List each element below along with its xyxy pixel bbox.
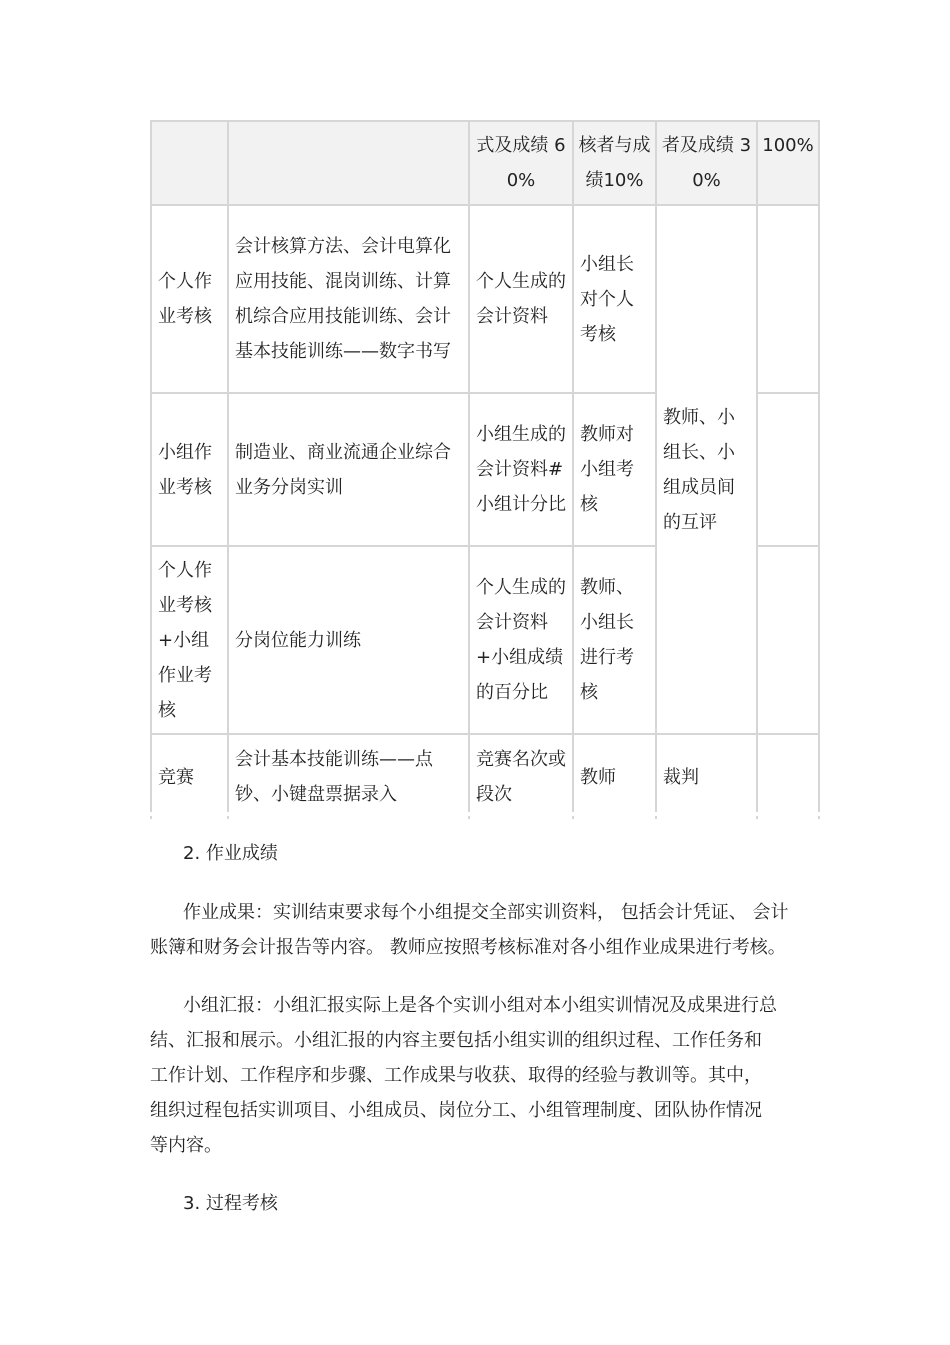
table-row <box>151 734 819 819</box>
content-cell: 会计核算方法、会计电算化应用技能、混岗训练、计算机综合应用技能训练、会计基本技能训练——数字书写 <box>228 205 469 393</box>
total-cell <box>757 205 819 393</box>
content-cell: 制造业、商业流通企业综合业务分岗实训 <box>228 393 469 546</box>
table-crop-edge <box>148 812 820 816</box>
paragraph-line: 等内容。 <box>150 1135 222 1156</box>
assessment-type-cell: 个人作业考核+小组作业考核 <box>151 546 228 734</box>
table-row <box>151 205 819 393</box>
assessor-cell: 教师、小组长进行考核 <box>573 546 656 734</box>
peer-review-cell: 裁判 <box>656 734 757 819</box>
paragraph-line: 账簿和财务会计报告等内容。 教师应按照考核标准对各小组作业成果进行考核。 <box>150 937 786 958</box>
header-cell <box>151 121 228 205</box>
paragraph-line: 小组汇报：小组汇报实际上是各个实训小组对本小组实训情况及成果进行总 <box>183 995 777 1016</box>
assessment-type-cell: 小组作业考核 <box>151 393 228 546</box>
assessment-table <box>150 120 820 819</box>
paragraph-line: 作业成果：实训结束要求每个小组提交全部实训资料， 包括会计凭证、 会计 <box>183 902 789 923</box>
assessor-cell: 教师对小组考核 <box>573 393 656 546</box>
result-cell: 个人生成的会计资料+小组成绩的百分比 <box>469 546 573 734</box>
result-cell: 个人生成的会计资料 <box>469 205 573 393</box>
table-header-row <box>151 121 819 205</box>
result-cell: 竞赛名次或段次 <box>469 734 573 819</box>
section-heading: 2. 作业成绩 <box>183 843 278 864</box>
section-heading: 3. 过程考核 <box>183 1193 278 1214</box>
paragraph <box>150 895 810 965</box>
header-cell: 100% <box>757 121 819 205</box>
paragraph-line: 工作计划、工作程序和步骤、工作成果与收获、取得的经验与教训等。其中， <box>150 1065 762 1086</box>
paragraph <box>150 988 810 1163</box>
peer-review-cell: 教师、小组长、小组成员间的互评 <box>656 205 757 734</box>
paragraph-line: 结、汇报和展示。小组汇报的内容主要包括小组实训的组织过程、工作任务和 <box>150 1030 762 1051</box>
header-cell: 核者与成绩10% <box>573 121 656 205</box>
result-cell: 小组生成的会计资料#小组计分比 <box>469 393 573 546</box>
content-cell: 分岗位能力训练 <box>228 546 469 734</box>
content-cell: 会计基本技能训练——点钞、小键盘票据录入 <box>228 734 469 819</box>
header-cell <box>228 121 469 205</box>
assessment-type-cell: 竞赛 <box>151 734 228 819</box>
assessor-cell: 小组长对个人考核 <box>573 205 656 393</box>
assessor-cell: 教师 <box>573 734 656 819</box>
total-cell <box>757 546 819 734</box>
header-cell: 者及成绩 30% <box>656 121 757 205</box>
header-cell: 式及成绩 60% <box>469 121 573 205</box>
total-cell <box>757 393 819 546</box>
total-cell <box>757 734 819 819</box>
paragraph-line: 组织过程包括实训项目、小组成员、岗位分工、小组管理制度、团队协作情况 <box>150 1100 762 1121</box>
assessment-type-cell: 个人作业考核 <box>151 205 228 393</box>
